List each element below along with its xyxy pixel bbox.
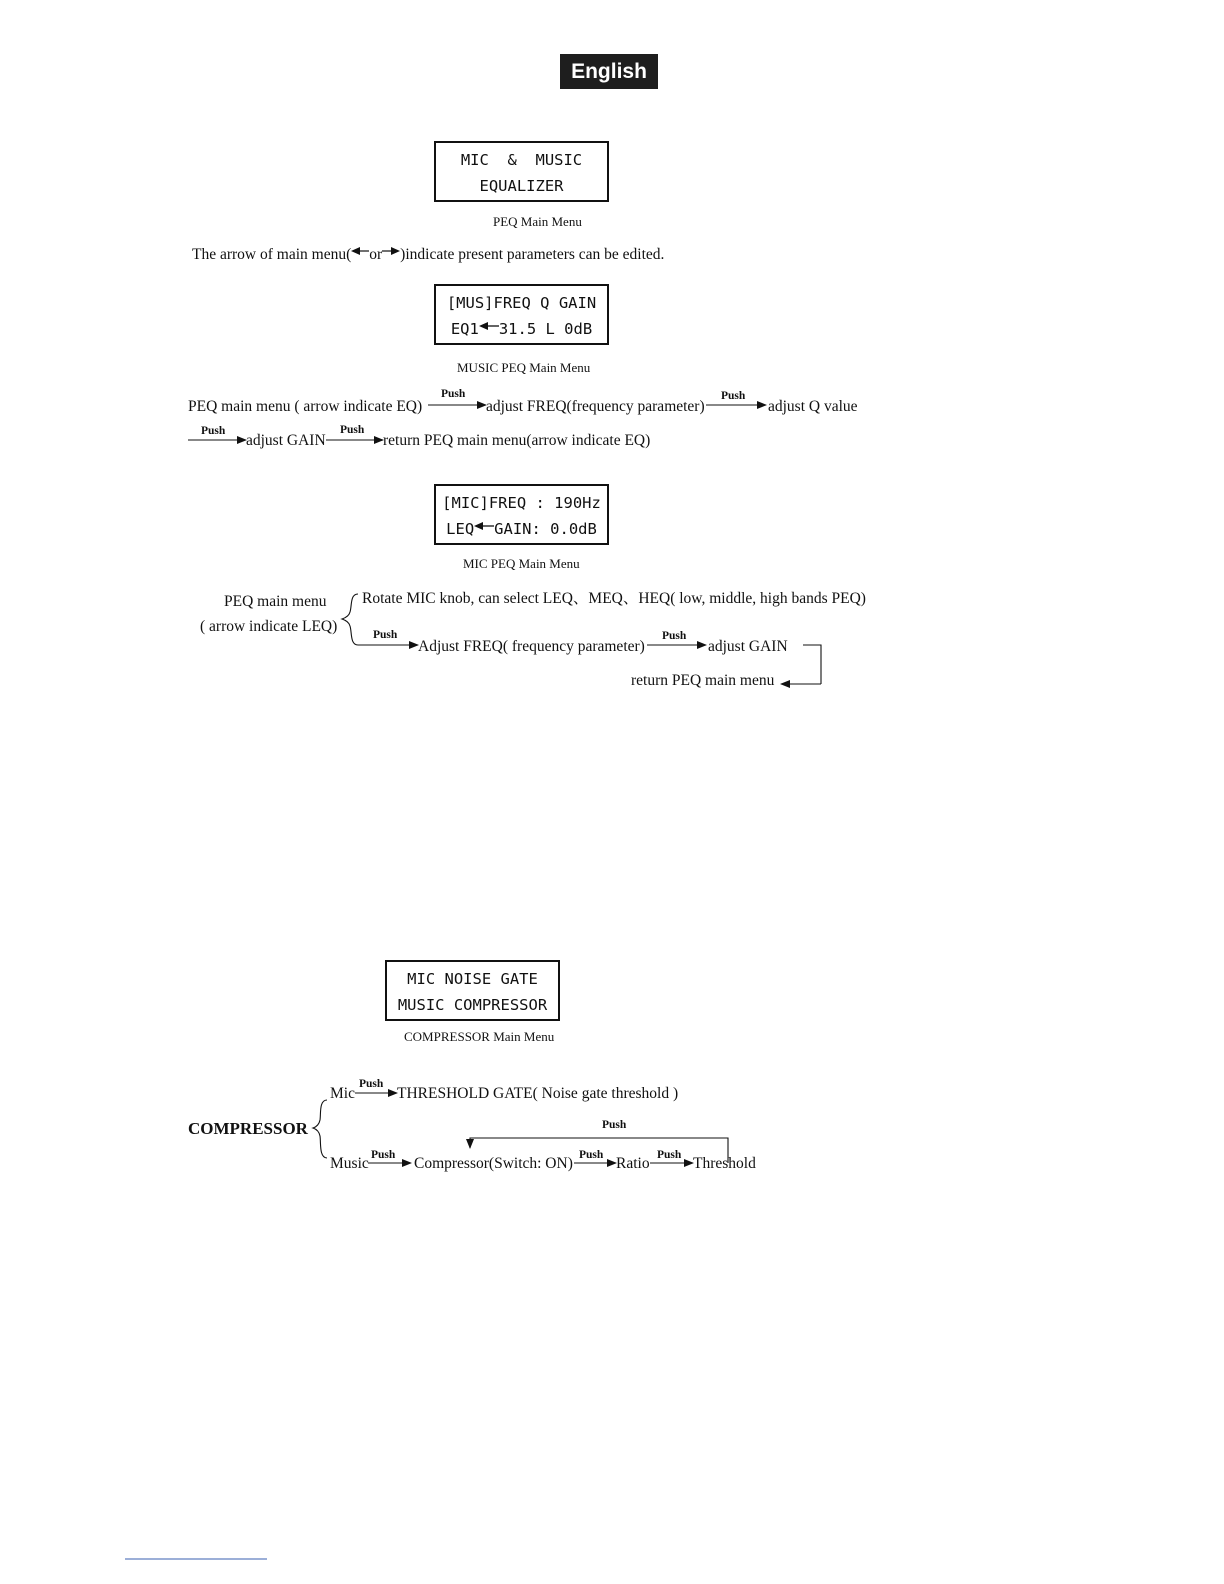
- mic-flow-rotate: Rotate MIC knob, can select LEQ、MEQ、HEQ( low, middle, high bands PEQ): [362, 590, 866, 607]
- lcd-eq-label: EQ1: [450, 320, 479, 338]
- mic-flow-label-1: PEQ main menu: [224, 593, 327, 610]
- mic-peq-caption: MIC PEQ Main Menu: [463, 556, 580, 571]
- music-flow-step2: adjust Q value: [768, 398, 858, 415]
- flow-mic-target: THRESHOLD GATE( Noise gate threshold ): [397, 1085, 679, 1102]
- mic-flow-step1: Adjust FREQ( frequency parameter): [418, 638, 645, 655]
- music-flow-start: PEQ main menu ( arrow indicate EQ): [188, 398, 423, 415]
- arrow-note-before: The arrow of main menu(: [192, 246, 352, 263]
- language-badge: English: [560, 54, 658, 89]
- push-label: Push: [441, 388, 466, 400]
- flow-threshold: Threshold: [693, 1155, 756, 1172]
- push-label: Push: [579, 1149, 604, 1161]
- return-connector: [803, 645, 821, 684]
- lcd-line-2: MUSIC COMPRESSOR: [397, 996, 548, 1014]
- push-label: Push: [602, 1119, 627, 1131]
- push-label: Push: [721, 390, 746, 402]
- music-peq-caption: MUSIC PEQ Main Menu: [457, 360, 591, 375]
- lcd-eq-values: 31.5 L 0dB: [498, 320, 593, 338]
- mic-flow-step2: adjust GAIN: [708, 638, 788, 655]
- lcd-band-label: LEQ: [446, 520, 475, 538]
- mic-flow-label-2: ( arrow indicate LEQ): [200, 618, 338, 635]
- flow-ratio: Ratio: [616, 1155, 650, 1172]
- lcd-line-1: MIC NOISE GATE: [407, 970, 538, 988]
- flow-music: Music: [330, 1155, 369, 1172]
- lcd-line-2: EQUALIZER: [479, 177, 564, 195]
- push-label: Push: [359, 1078, 384, 1090]
- lcd-gain-value: GAIN: 0.0dB: [494, 520, 597, 538]
- arrow-note-or: or: [369, 246, 383, 263]
- flow-compressor: Compressor(Switch: ON): [414, 1155, 573, 1172]
- lcd-line-1: [MUS]FREQ Q GAIN: [446, 294, 597, 312]
- brace: [313, 1100, 327, 1158]
- music-flow-step1: adjust FREQ(frequency parameter): [486, 398, 705, 415]
- loop-connector: [470, 1138, 728, 1163]
- music-flow-step4: return PEQ main menu(arrow indicate EQ): [383, 432, 651, 449]
- push-label: Push: [201, 425, 226, 437]
- compressor-label: COMPRESSOR: [188, 1119, 308, 1138]
- push-label: Push: [657, 1149, 682, 1161]
- push-label: Push: [371, 1149, 396, 1161]
- brace: [342, 594, 358, 645]
- flow-mic: Mic: [330, 1085, 355, 1102]
- push-label: Push: [340, 424, 365, 436]
- music-flow-step3: adjust GAIN: [246, 432, 326, 449]
- push-label: Push: [662, 630, 687, 642]
- lcd-line-1: MIC & MUSIC: [460, 151, 583, 169]
- push-label: Push: [373, 629, 398, 641]
- lcd-line-1: [MIC]FREQ : 190Hz: [442, 494, 601, 512]
- compressor-caption: COMPRESSOR Main Menu: [404, 1029, 555, 1044]
- mic-flow-return: return PEQ main menu: [631, 672, 775, 689]
- arrow-note-after: )indicate present parameters can be edited.: [400, 246, 665, 263]
- peq-main-caption: PEQ Main Menu: [493, 214, 582, 229]
